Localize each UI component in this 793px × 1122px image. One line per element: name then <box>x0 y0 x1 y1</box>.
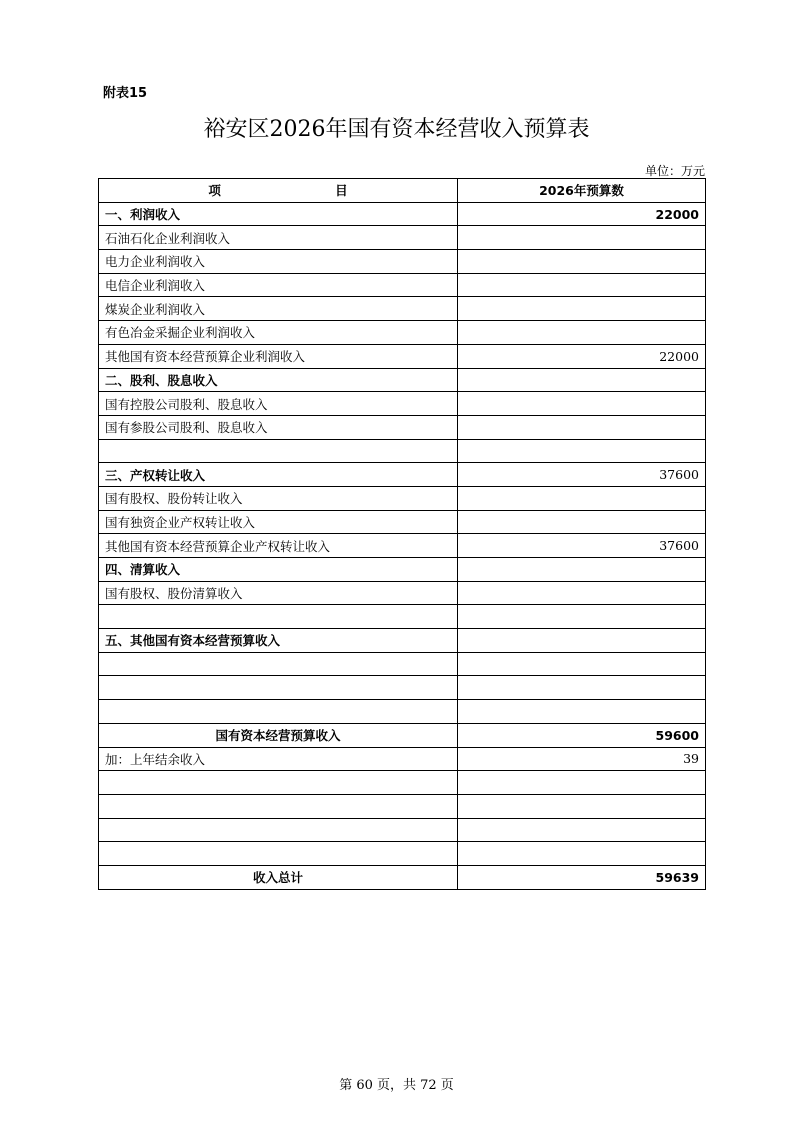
table-row <box>99 297 706 321</box>
column-header-item <box>99 179 458 203</box>
table-row <box>99 463 706 487</box>
row-budget-value <box>458 368 706 392</box>
row-item-label: 五、其他国有资本经营预算收入 <box>99 629 458 653</box>
unit-label: 单位：万元 <box>644 164 705 178</box>
table-row <box>99 794 706 818</box>
row-item-label <box>99 439 458 463</box>
row-item-label <box>99 794 458 818</box>
row-budget-value <box>458 629 706 653</box>
table-row <box>99 865 706 889</box>
row-budget-value <box>458 700 706 724</box>
table-row <box>99 344 706 368</box>
table-row <box>99 747 706 771</box>
table-row <box>99 700 706 724</box>
row-item-label: 电力企业利润收入 <box>99 250 458 274</box>
row-budget-value <box>458 297 706 321</box>
row-budget-value <box>458 250 706 274</box>
table-row <box>99 273 706 297</box>
row-budget-value <box>458 818 706 842</box>
row-budget-value <box>458 794 706 818</box>
row-item-label <box>99 676 458 700</box>
table-row <box>99 368 706 392</box>
table-row <box>99 486 706 510</box>
table-row <box>99 558 706 582</box>
row-budget-value <box>458 415 706 439</box>
table-row <box>99 534 706 558</box>
row-item-label <box>99 700 458 724</box>
column-header-value: 2026年预算数 <box>458 179 706 203</box>
row-item-label: 有色冶金采掘企业利润收入 <box>99 321 458 345</box>
row-budget-value <box>458 581 706 605</box>
row-budget-value <box>458 392 706 416</box>
budget-table <box>98 178 706 890</box>
row-budget-value <box>458 486 706 510</box>
row-budget-value <box>458 439 706 463</box>
table-row <box>99 250 706 274</box>
column-header-item-text: 项 目 <box>208 183 348 199</box>
table-header-row <box>99 179 706 203</box>
row-item-label: 一、利润收入 <box>99 202 458 226</box>
table-row <box>99 652 706 676</box>
table-row <box>99 771 706 795</box>
row-item-label: 三、产权转让收入 <box>99 463 458 487</box>
row-item-label: 石油石化企业利润收入 <box>99 226 458 250</box>
table-row <box>99 629 706 653</box>
table-row <box>99 439 706 463</box>
row-item-label <box>99 652 458 676</box>
row-budget-value <box>458 842 706 866</box>
row-item-label <box>99 818 458 842</box>
row-budget-value: 39 <box>458 747 706 771</box>
row-item-label: 国有股权、股份转让收入 <box>99 486 458 510</box>
row-budget-value <box>458 558 706 582</box>
row-item-label: 国有参股公司股利、股息收入 <box>99 415 458 439</box>
table-row <box>99 415 706 439</box>
row-budget-value: 22000 <box>458 202 706 226</box>
row-item-label: 四、清算收入 <box>99 558 458 582</box>
row-item-label: 二、股利、股息收入 <box>99 368 458 392</box>
table-row <box>99 392 706 416</box>
row-item-label: 国有股权、股份清算收入 <box>99 581 458 605</box>
row-budget-value <box>458 226 706 250</box>
row-item-label: 其他国有资本经营预算企业产权转让收入 <box>99 534 458 558</box>
table-row <box>99 226 706 250</box>
table-row <box>99 723 706 747</box>
row-item-label: 国有控股公司股利、股息收入 <box>99 392 458 416</box>
row-budget-value <box>458 652 706 676</box>
row-item-label <box>99 605 458 629</box>
row-budget-value <box>458 605 706 629</box>
row-budget-value: 37600 <box>458 534 706 558</box>
row-item-label <box>99 842 458 866</box>
row-budget-value: 37600 <box>458 463 706 487</box>
row-item-label: 其他国有资本经营预算企业利润收入 <box>99 344 458 368</box>
row-budget-value: 22000 <box>458 344 706 368</box>
row-item-label: 国有独资企业产权转让收入 <box>99 510 458 534</box>
table-row <box>99 842 706 866</box>
table-row <box>99 676 706 700</box>
row-item-label: 国有资本经营预算收入 <box>99 723 458 747</box>
row-item-label <box>99 771 458 795</box>
table-row <box>99 510 706 534</box>
row-budget-value: 59639 <box>458 865 706 889</box>
row-budget-value <box>458 676 706 700</box>
row-item-label: 电信企业利润收入 <box>99 273 458 297</box>
row-item-label: 煤炭企业利润收入 <box>99 297 458 321</box>
row-budget-value <box>458 771 706 795</box>
table-row <box>99 581 706 605</box>
table-row <box>99 818 706 842</box>
row-item-label: 收入总计 <box>99 865 458 889</box>
row-item-label: 加：上年结余收入 <box>99 747 458 771</box>
attachment-label: 附表15 <box>103 86 148 101</box>
page-title: 裕安区2026年国有资本经营收入预算表 <box>203 117 590 142</box>
table-row <box>99 321 706 345</box>
table-row <box>99 202 706 226</box>
table-row <box>99 605 706 629</box>
row-budget-value <box>458 321 706 345</box>
row-budget-value <box>458 273 706 297</box>
row-budget-value: 59600 <box>458 723 706 747</box>
row-budget-value <box>458 510 706 534</box>
page-number: 第 60 页，共 72 页 <box>339 1078 454 1093</box>
